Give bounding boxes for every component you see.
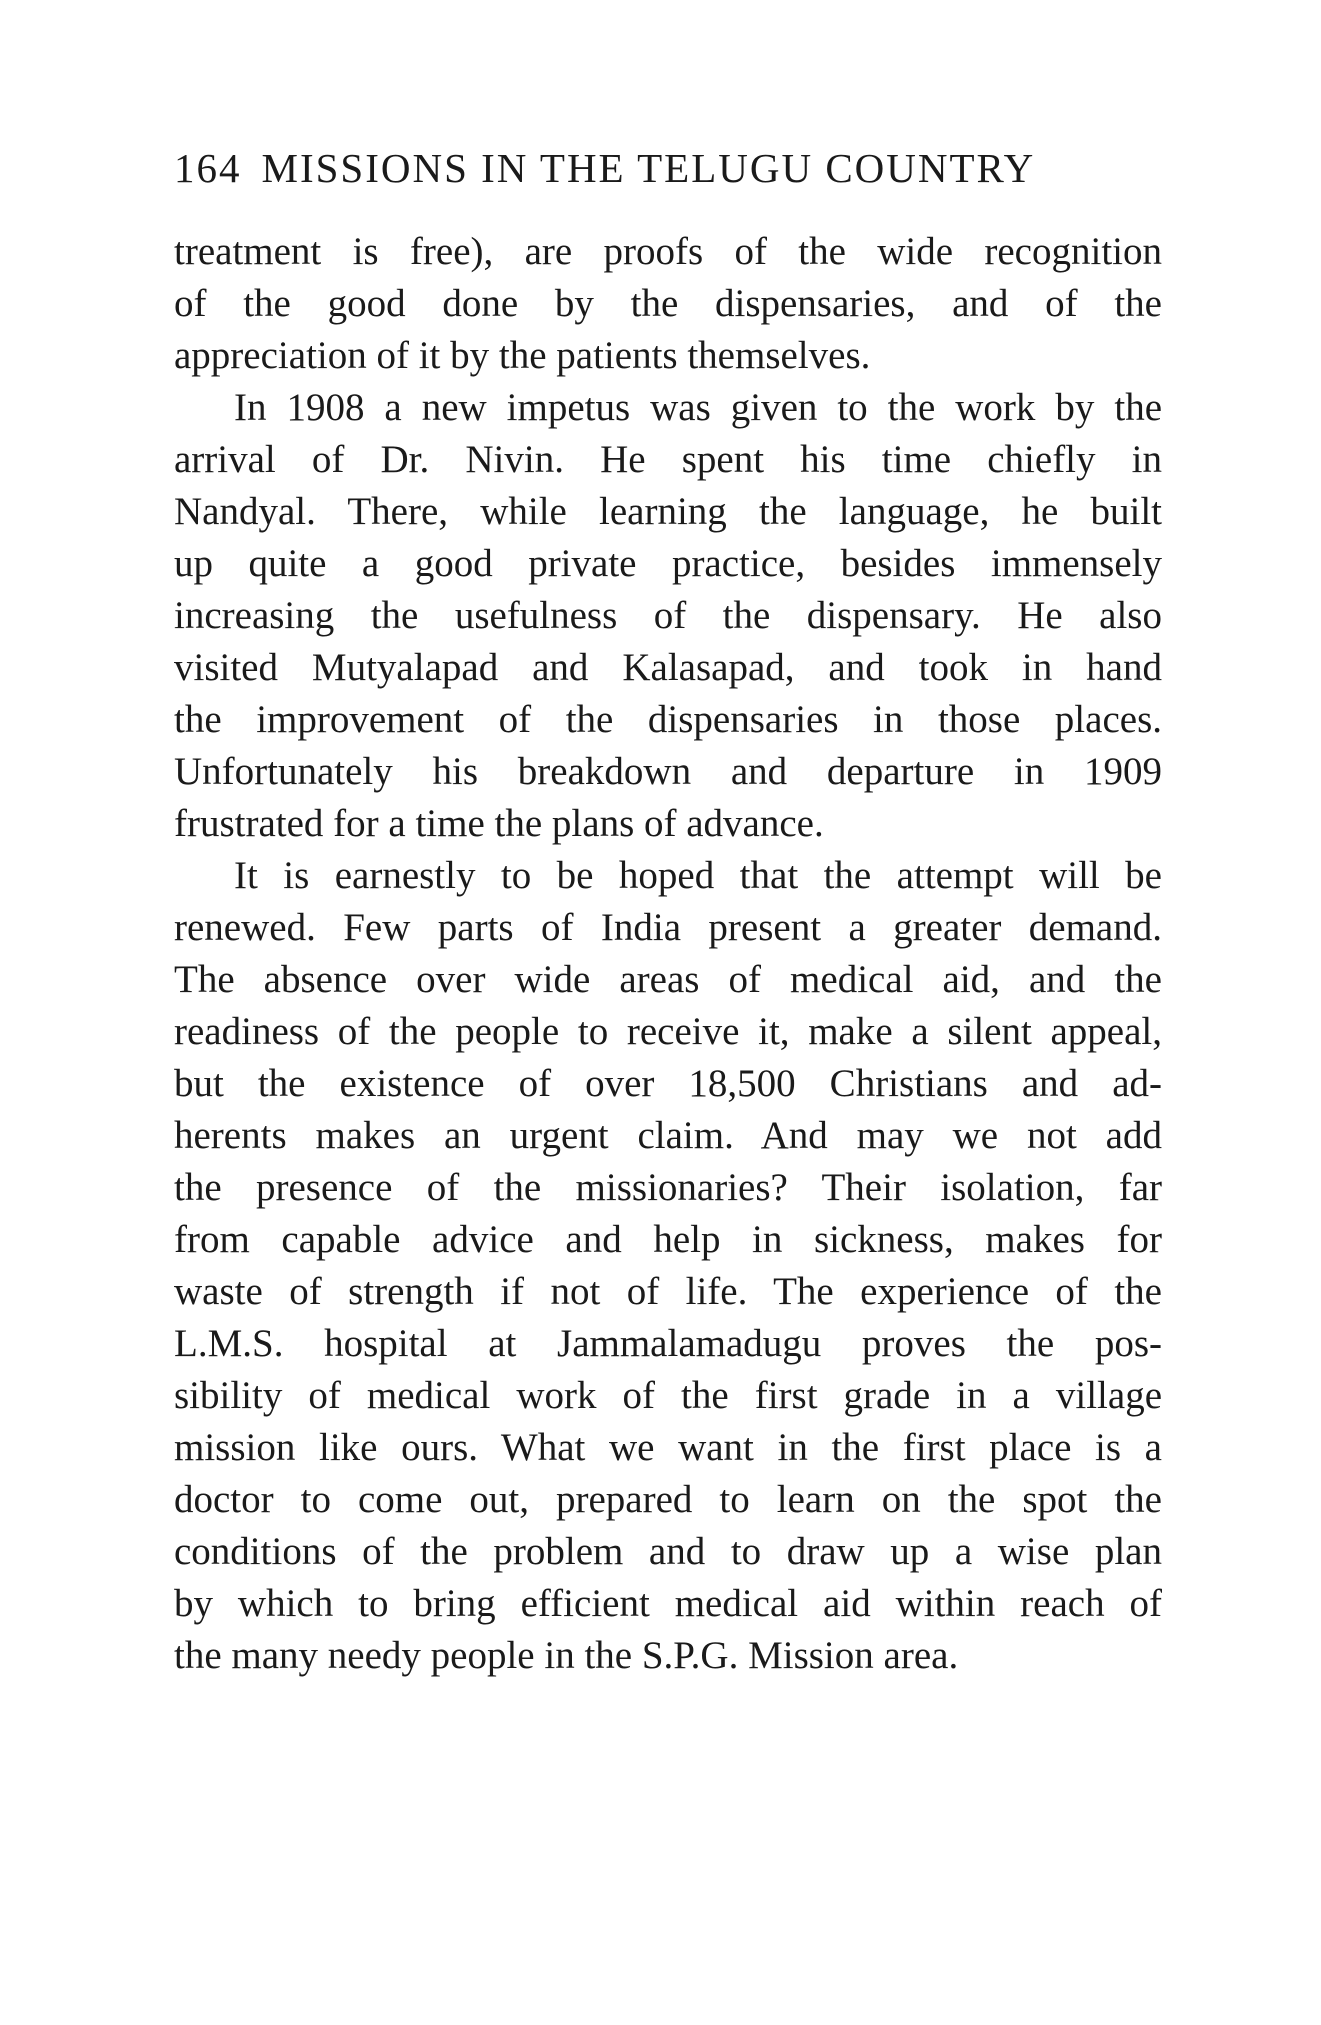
text-line: the many needy people in the S.P.G. Mission area. bbox=[174, 1634, 959, 1677]
text-line: appreciation of it by the patients themselves. bbox=[174, 334, 871, 377]
text-line: herents makes an urgent claim. And may we not add bbox=[174, 1114, 1162, 1157]
running-head bbox=[174, 142, 1174, 194]
page-number: 164 bbox=[174, 145, 242, 191]
text-line: of the good done by the dispensaries, and of the bbox=[174, 282, 1162, 325]
text-line: Nandyal. There, while learning the language, he built bbox=[174, 490, 1162, 533]
text-line: the presence of the missionaries? Their isolation, far bbox=[174, 1166, 1162, 1209]
text-line: sibility of medical work of the first grade in a village bbox=[174, 1374, 1162, 1417]
text-line: but the existence of over 18,500 Christians and ad- bbox=[174, 1062, 1162, 1105]
paragraph-first-line: It is earnestly to be hoped that the attempt will be bbox=[234, 854, 1162, 897]
body-text bbox=[174, 226, 1162, 1682]
text-line: from capable advice and help in sickness, makes for bbox=[174, 1218, 1162, 1261]
text-line: increasing the usefulness of the dispensary. He also bbox=[174, 594, 1162, 637]
text-line: Unfortunately his breakdown and departure in 1909 bbox=[174, 750, 1162, 793]
text-line: conditions of the problem and to draw up a wise plan bbox=[174, 1530, 1162, 1573]
text-line: by which to bring efficient medical aid within reach of bbox=[174, 1582, 1162, 1625]
text-line: The absence over wide areas of medical aid, and the bbox=[174, 958, 1162, 1001]
text-line: frustrated for a time the plans of advance. bbox=[174, 802, 824, 845]
text-line: treatment is free), are proofs of the wide recognition bbox=[174, 230, 1162, 273]
paragraph-first-line: In 1908 a new impetus was given to the work by the bbox=[234, 386, 1162, 429]
text-line: L.M.S. hospital at Jammalamadugu proves the pos- bbox=[174, 1322, 1162, 1365]
text-line: waste of strength if not of life. The experience of the bbox=[174, 1270, 1162, 1313]
text-line: up quite a good private practice, besides immensely bbox=[174, 542, 1162, 585]
text-line: visited Mutyalapad and Kalasapad, and took in hand bbox=[174, 646, 1162, 689]
text-line: readiness of the people to receive it, make a silent appeal, bbox=[174, 1010, 1162, 1053]
text-line: the improvement of the dispensaries in those places. bbox=[174, 698, 1162, 741]
text-line: mission like ours. What we want in the first place is a bbox=[174, 1426, 1162, 1469]
running-title: MISSIONS IN THE TELUGU COUNTRY bbox=[261, 145, 1036, 191]
text-line: arrival of Dr. Nivin. He spent his time chiefly in bbox=[174, 438, 1162, 481]
text-line: doctor to come out, prepared to learn on the spot the bbox=[174, 1478, 1162, 1521]
text-line: renewed. Few parts of India present a greater demand. bbox=[174, 906, 1162, 949]
